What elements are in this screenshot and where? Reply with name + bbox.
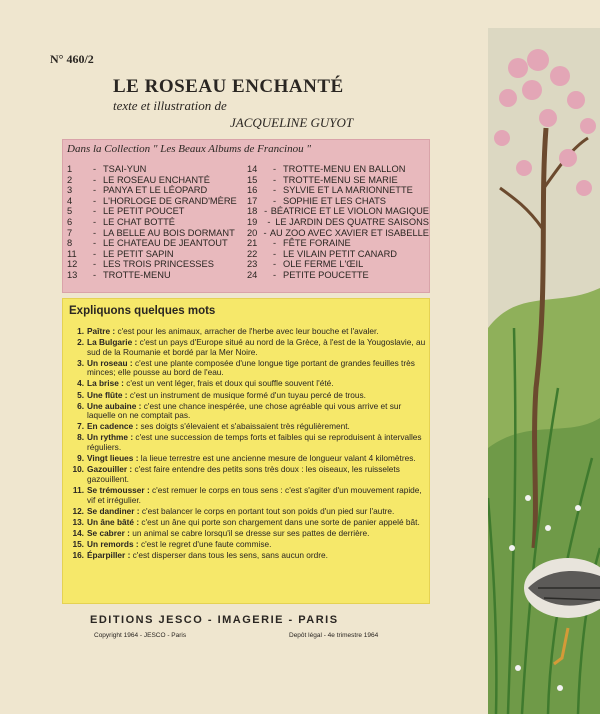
glossary-box	[62, 298, 430, 604]
collection-item-number: 7	[67, 227, 73, 238]
separator-dash: -	[93, 164, 97, 174]
collection-item	[247, 196, 429, 207]
glossary-item-number: 15.	[72, 538, 84, 549]
glossary-item-text	[87, 507, 427, 517]
collection-item-number: 6	[67, 216, 73, 227]
glossary-word: Se cabrer :	[87, 527, 130, 538]
collection-item-number: 23	[247, 259, 258, 270]
separator-dash: -	[273, 164, 277, 174]
collection-item-number: 5	[67, 206, 73, 217]
separator-dash: -	[93, 195, 97, 206]
collection-item-title: SOPHIE ET LES CHATS	[283, 195, 386, 206]
glossary-item	[67, 454, 427, 464]
glossary-item	[67, 338, 427, 357]
collection-item-title: PETITE POUCETTE	[283, 269, 369, 280]
separator-dash: -	[273, 248, 277, 259]
glossary-item-number: 3.	[77, 357, 84, 368]
collection-item-number: 11	[67, 248, 77, 259]
glossary-item-number: 13.	[72, 516, 84, 527]
glossary-definition: c'est une succession de temps forts et faibles qui se reproduisent à intervalles réguliers.	[87, 432, 422, 453]
collection-item-title: LE VILAIN PETIT CANARD	[283, 248, 398, 259]
separator-dash: -	[273, 174, 277, 185]
glossary-word: Un remords :	[87, 538, 139, 549]
book-subtitle: texte et illustration de	[113, 98, 227, 113]
collection-item	[67, 270, 245, 281]
glossary-word: La brise :	[87, 378, 124, 389]
glossary-item	[67, 379, 427, 389]
separator-dash: -	[273, 185, 277, 196]
separator-dash: -	[93, 206, 97, 217]
glossary-item-number: 16.	[72, 549, 84, 560]
collection-item	[67, 238, 245, 249]
glossary-item-text	[87, 327, 427, 337]
collection-item-number: 15	[247, 174, 258, 185]
glossary-heading: Expliquons quelques mots	[69, 305, 216, 317]
collection-item-title: LE ROSEAU ENCHANTÉ	[103, 174, 210, 185]
glossary-item-text	[87, 518, 427, 528]
collection-item-number: 22	[247, 248, 258, 259]
glossary-word: La Bulgarie :	[87, 337, 138, 348]
glossary-definition: c'est le regret d'une faute commise.	[140, 538, 272, 549]
collection-item	[67, 217, 245, 228]
reference-number: N° 460/2	[50, 52, 94, 66]
collection-item	[67, 259, 245, 270]
glossary-item	[67, 486, 427, 505]
glossary-word: En cadence :	[87, 421, 139, 432]
glossary-definition: c'est faire entendre des petits sons très doux : les oiseaux, les ruisselets gazouillent.	[87, 464, 400, 484]
glossary-list	[67, 327, 427, 562]
glossary-word: Un âne bâté :	[87, 516, 140, 527]
glossary-word: Une aubaine :	[87, 400, 142, 411]
glossary-item-number: 12.	[72, 505, 84, 516]
collection-item-title: PANYA ET LE LÉOPARD	[103, 185, 208, 196]
glossary-word: Se dandiner :	[87, 505, 140, 516]
collection-item	[67, 206, 245, 217]
separator-dash: -	[273, 259, 277, 270]
collection-item-title: LES TROIS PRINCESSES	[103, 259, 214, 270]
glossary-item-text	[87, 422, 427, 432]
collection-item-number: 4	[67, 195, 73, 206]
collection-item-number: 21	[247, 238, 258, 249]
glossary-item-text	[87, 391, 427, 401]
glossary-definition: ses doigts s'élevaient et s'abaissaient très régulièrement.	[140, 421, 350, 432]
glossary-item-text	[87, 402, 427, 421]
separator-dash: -	[267, 216, 271, 227]
separator-dash: -	[93, 238, 97, 249]
glossary-definition: c'est un pays d'Europe situé au nord de la Grèce, à l'est de la Yougoslavie, au sud de la Roumanie et bordé par la Mer Noire.	[87, 337, 426, 357]
glossary-item-number: 5.	[77, 389, 84, 400]
collection-item	[247, 270, 429, 281]
glossary-item	[67, 529, 427, 539]
collection-item-title: LE CHATEAU DE JEANTOUT	[103, 238, 228, 249]
collection-item-number: 1	[67, 164, 73, 174]
glossary-word: Gazouiller :	[87, 464, 133, 475]
collection-right-column	[247, 164, 429, 281]
glossary-item-number: 8.	[77, 432, 84, 443]
collection-item	[67, 249, 245, 260]
collection-item-title: FÊTE FORAINE	[283, 238, 351, 249]
separator-dash: -	[273, 269, 277, 280]
collection-item	[67, 196, 245, 207]
collection-item-number: 17	[247, 195, 258, 206]
glossary-definition: c'est un âne qui porte son chargement dans une sorte de panier appelé bât.	[141, 516, 420, 527]
collection-box	[62, 139, 430, 293]
separator-dash: -	[273, 238, 277, 249]
collection-item-title: TROTTE-MENU	[103, 269, 171, 280]
glossary-item	[67, 465, 427, 484]
separator-dash: -	[93, 269, 97, 280]
glossary-definition: c'est une plante composée d'une longue tige portant de grandes feuilles très minces; elle pousse au bord de l'eau.	[87, 357, 415, 378]
book-title: LE ROSEAU ENCHANTÉ	[113, 76, 344, 97]
collection-item-title: TSAI-YUN	[103, 164, 147, 174]
collection-item-title: BÉATRICE ET LE VIOLON MAGIQUE	[270, 206, 429, 217]
glossary-item-text	[87, 433, 427, 452]
collection-item-title: LA BELLE AU BOIS DORMANT	[103, 227, 235, 238]
collection-item	[247, 206, 429, 217]
glossary-item-number: 10.	[72, 464, 84, 475]
glossary-item-text	[87, 486, 427, 505]
collection-item	[247, 217, 429, 228]
separator-dash: -	[264, 206, 268, 217]
glossary-definition: c'est balancer le corps en portant tout son poids d'un pied sur l'autre.	[141, 505, 395, 516]
glossary-item-text	[87, 465, 427, 484]
glossary-item-number: 1.	[77, 326, 84, 336]
collection-item-number: 2	[67, 174, 73, 185]
collection-item	[247, 238, 429, 249]
glossary-item	[67, 518, 427, 528]
collection-item-number: 20	[247, 227, 258, 238]
glossary-word: Éparpiller :	[87, 549, 131, 560]
glossary-word: Se trémousser :	[87, 484, 150, 495]
glossary-word: Vingt lieues :	[87, 453, 139, 464]
glossary-item	[67, 507, 427, 517]
collection-item-title: L'HORLOGE DE GRAND'MÈRE	[103, 195, 237, 206]
glossary-word: Un roseau :	[87, 357, 133, 368]
glossary-item-text	[87, 454, 427, 464]
glossary-item-number: 14.	[72, 527, 84, 538]
glossary-definition: c'est remuer le corps en tous sens : c'est s'agiter d'un mouvement rapide, vif et irrégulier.	[87, 484, 422, 505]
glossary-item	[67, 359, 427, 378]
glossary-item	[67, 422, 427, 432]
collection-item-title: LE PETIT POUCET	[103, 206, 185, 217]
collection-item	[67, 175, 245, 186]
glossary-definition: c'est une chance inespérée, une chose agréable qui vous arrive et sur laquelle on ne comptait pas.	[87, 400, 402, 421]
collection-left-column	[67, 164, 245, 281]
collection-item-title: TROTTE-MENU SE MARIE	[283, 174, 398, 185]
glossary-word: Paître :	[87, 326, 116, 336]
separator-dash: -	[93, 185, 97, 196]
glossary-definition: c'est un instrument de musique formé d'un tuyau percé de trous.	[129, 389, 366, 400]
glossary-item-text	[87, 540, 427, 550]
glossary-item	[67, 391, 427, 401]
author-name: JACQUELINE GUYOT	[230, 115, 354, 130]
separator-dash: -	[93, 227, 97, 238]
collection-item-number: 19	[247, 216, 258, 227]
glossary-item-text	[87, 338, 427, 357]
collection-item-number: 13	[67, 269, 78, 280]
reed-and-bird-illustration	[488, 28, 600, 714]
separator-dash: -	[93, 248, 97, 259]
glossary-definition: c'est un vent léger, frais et doux qui souffle souvent l'été.	[126, 378, 334, 389]
collection-item-number: 3	[67, 185, 73, 196]
glossary-item-number: 4.	[77, 378, 84, 389]
separator-dash: -	[93, 216, 97, 227]
collection-item	[67, 185, 245, 196]
glossary-definition: c'est pour les animaux, arracher de l'herbe avec leur bouche et l'avaler.	[117, 326, 379, 336]
glossary-item	[67, 540, 427, 550]
glossary-item-text	[87, 551, 427, 561]
collection-item	[67, 164, 245, 175]
collection-item-number: 16	[247, 185, 258, 196]
glossary-item-number: 11.	[72, 484, 84, 495]
separator-dash: -	[93, 174, 97, 185]
legal-deposit-note: Depôt légal - 4e trimestre 1964	[289, 632, 379, 639]
collection-item	[247, 259, 429, 270]
collection-item	[247, 249, 429, 260]
collection-item-number: 18	[247, 206, 258, 217]
collection-item-number: 8	[67, 238, 73, 249]
separator-dash: -	[93, 259, 97, 270]
glossary-item-text	[87, 359, 427, 378]
glossary-item	[67, 402, 427, 421]
glossary-item-number: 9.	[77, 453, 84, 464]
collection-item	[247, 175, 429, 186]
collection-item-title: LE CHAT BOTTÉ	[103, 216, 175, 227]
glossary-item-text	[87, 529, 427, 539]
glossary-item	[67, 551, 427, 561]
collection-item-title: OLE FERME L'ŒIL	[283, 259, 364, 270]
glossary-item-number: 2.	[77, 337, 84, 348]
collection-item-number: 24	[247, 269, 258, 280]
separator-dash: -	[263, 227, 267, 238]
collection-item-title: TROTTE-MENU EN BALLON	[283, 164, 406, 174]
collection-item-title: LE JARDIN DES QUATRE SAISONS	[275, 216, 429, 227]
collection-item	[247, 185, 429, 196]
glossary-item-number: 7.	[77, 421, 84, 432]
glossary-item	[67, 433, 427, 452]
glossary-item	[67, 327, 427, 337]
collection-item-number: 14	[247, 164, 258, 174]
publisher: EDITIONS JESCO - IMAGERIE - PARIS	[90, 614, 339, 626]
collection-item-number: 12	[67, 259, 78, 270]
collection-item-title: AU ZOO AVEC XAVIER ET ISABELLE	[269, 227, 429, 238]
separator-dash: -	[273, 195, 277, 206]
collection-item-title: LE PETIT SAPIN	[103, 248, 174, 259]
glossary-word: Une flûte :	[87, 389, 128, 400]
glossary-definition: un animal se cabre lorsqu'il se dresse sur ses pattes de derrière.	[132, 527, 370, 538]
glossary-definition: la lieue terrestre est une ancienne mesure de longueur valant 4 kilomètres.	[140, 453, 416, 464]
glossary-item-number: 6.	[77, 400, 84, 411]
collection-item-title: SYLVIE ET LA MARIONNETTE	[283, 185, 413, 196]
collection-heading: Dans la Collection " Les Beaux Albums de Francinou "	[67, 143, 311, 155]
collection-item	[247, 228, 429, 239]
collection-item	[67, 228, 245, 239]
glossary-item-text	[87, 379, 427, 389]
collection-item	[247, 164, 429, 175]
glossary-definition: c'est disperser dans tous les sens, sans aucun ordre.	[132, 549, 328, 560]
glossary-word: Un rythme :	[87, 432, 134, 443]
copyright-note: Copyright 1964 - JESCO - Paris	[94, 632, 187, 639]
